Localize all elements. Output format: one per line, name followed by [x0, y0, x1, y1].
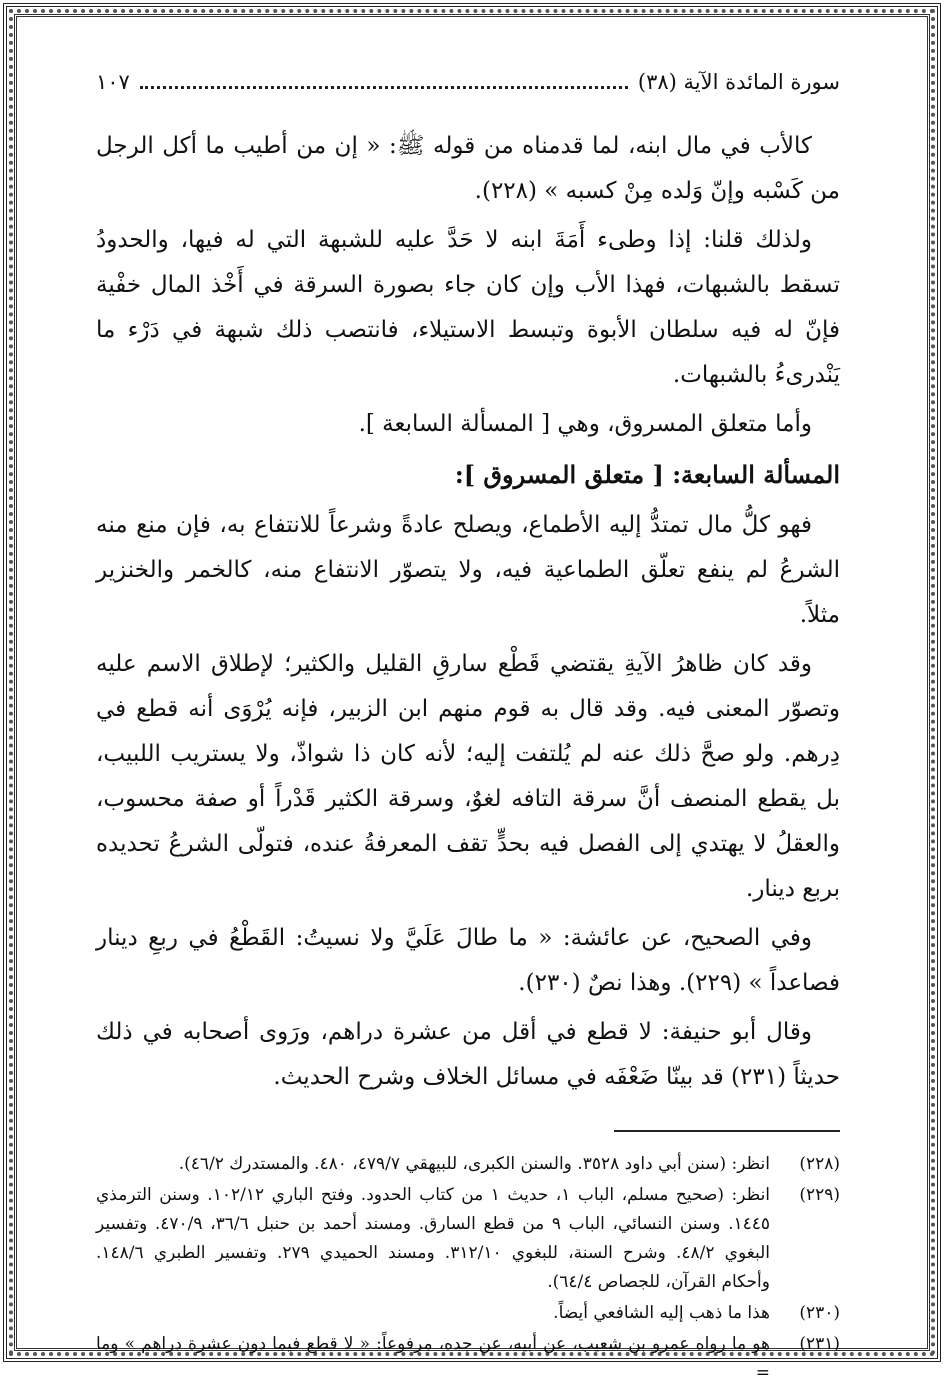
footnote: [96, 1150, 840, 1179]
footnote-separator: [614, 1130, 840, 1132]
footnote-number: (٢٢٩): [799, 1185, 840, 1205]
footnote-text: انظر: (سنن أبي داود ٣٥٢٨. والسنن الكبرى، للبيهقي ٤٧٩/٧، ٤٨٠. والمستدرك ٤٦/٢).: [178, 1154, 770, 1174]
paragraph: كالأب في مال ابنه، لما قدمناه من قوله ﷺ: « إن من أطيب ما أكل الرجل من كَسْبه وإنّ وَلده مِنْ كسبه » (٢٢٨).: [96, 133, 840, 204]
paragraph: فهو كلُّ مال تمتدُّ إليه الأطماع، ويصلح عادةً وشرعاً للانتفاع به، فإن منع منه الشرعُ لم ينفع تعلّق الطماعية فيه، ولا يتصوّر الانتفاع منه، كالخمر والخنزير مثلاً.: [96, 512, 840, 628]
running-header: [96, 70, 840, 100]
footnote-text: هو ما رواه عمرو بن شعيب، عن أبيه، عن جده، مرفوعاً: « لا قطع فيما دون عشرة دراهم » وما =: [96, 1334, 770, 1383]
paragraph: وفي الصحيح، عن عائشة: « ما طالَ عَلَيَّ ولا نسيتُ: القَطْعُ في ربعِ دينار فصاعداً » (٢٢٩). وهذا نصٌ (٢٣٠).: [96, 925, 840, 996]
page-content: [96, 70, 840, 1390]
paragraph: وقد كان ظاهرُ الآيةِ يقتضي قَطْع سارقِ القليل والكثير؛ لإطلاق الاسم عليه وتصوّر المعنى فيه. وقد قال به قوم منهم ابن الزبير، فإنه يُرْوَى أنه قطع في دِرهم. ولو صحَّ ذلك عنه لم يُلتفت إليه؛ لأنه كان ذا شواذّ، ولا يستريب اللبيب، بل يقطع المنصف أنَّ سرقة التافه لغوٌ، وسرقة الكثير قَدْراً أو صفة محسوب، والعقلُ لا يهتدي إلى الفصل فيه بحدٍّ تقف المعرفةُ عنده، فتولّى الشرعُ تحديده بربع دينار.: [96, 651, 840, 902]
paragraph: ولذلك قلنا: إذا وطىء أَمَةَ ابنه لا حَدَّ عليه للشبهة التي له فيها، والحدودُ تسقط بالشبهات، فهذا الأب وإن كان جاء بصورة السرقة في أَخْذ المال خفْية فإنّ له فيه سلطان الأبوة وتبسط الاستيلاء، فانتصب ذلك شبهة في دَرْء ما يَنْدرىءُ بالشبهات.: [96, 227, 840, 388]
footnote-number: (٢٢٨): [799, 1154, 840, 1174]
footnote-number: (٢٣١): [799, 1334, 840, 1354]
running-title: سورة المائدة الآية (٣٨): [637, 70, 840, 94]
footnote-number: (٢٣٠): [799, 1303, 840, 1323]
paragraph: وأما متعلق المسروق، وهي [ المسألة السابعة ].: [358, 411, 812, 437]
footnote-text: هذا ما ذهب إليه الشافعي أيضاً.: [553, 1303, 770, 1323]
leader-dots: [140, 76, 628, 89]
footnote-text: انظر: (صحيح مسلم، الباب ١، حديث ١ من كتاب الحدود. وفتح الباري ١٠٢/١٢. وسنن الترمذي ١٤٤٥. وسنن النسائي، الباب ٩ من قطع السارق. ومسند أحمد بن حنبل ٣٦/٦، ٤٧٠/٩. وتفسير البغوي ٤٨/٢. وشرح السنة، للبغوي ٣١٢/١٠. ومسند الحميدي ٢٧٩. وتفسير الطبري ١٤٨/٦. وأحكام القرآن، للجصاص ٦٤/٤).: [96, 1185, 771, 1292]
footnote: [96, 1299, 840, 1328]
footnote: [96, 1330, 840, 1388]
footnote: [96, 1181, 840, 1297]
section-heading: المسألة السابعة: [ متعلق المسروق ]:: [454, 460, 840, 489]
paragraph: وقال أبو حنيفة: لا قطع في أقل من عشرة دراهم، ورَوى أصحابه في ذلك حديثاً (٢٣١) قد بينّا ضَعْفَه في مسائل الخلاف وشرح الحديث.: [96, 1019, 840, 1090]
page-number: ١٠٧: [96, 70, 130, 94]
